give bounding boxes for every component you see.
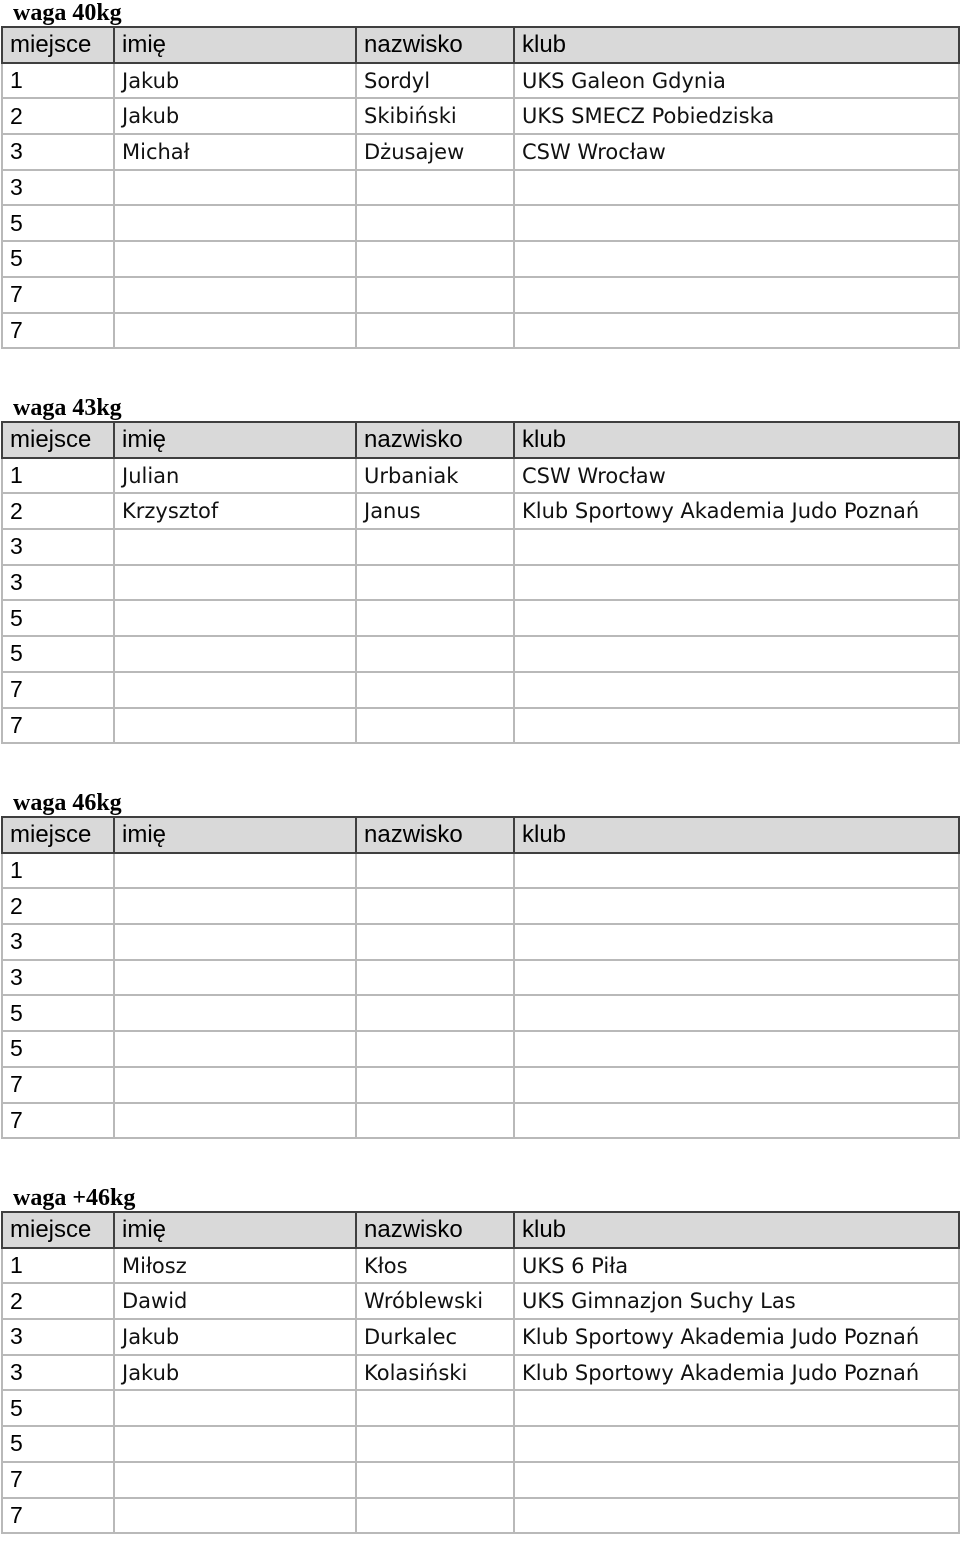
header-last-name: nazwisko (356, 27, 514, 63)
table-row (2, 1355, 959, 1391)
last-name-cell (356, 1103, 514, 1139)
club-cell (514, 1067, 959, 1103)
first-name-cell (114, 1103, 356, 1139)
table-row (2, 313, 959, 349)
club-cell (514, 170, 959, 206)
last-name-cell (356, 277, 514, 313)
place-cell: 1 (2, 1248, 114, 1284)
last-name-cell (356, 241, 514, 277)
results-table (1, 816, 960, 1139)
first-name-cell (114, 205, 356, 241)
club-cell: CSW Wrocław (514, 134, 959, 170)
last-name-cell (356, 600, 514, 636)
table-row (2, 241, 959, 277)
last-name-cell (356, 1426, 514, 1462)
last-name-cell (356, 960, 514, 996)
first-name-cell (114, 960, 356, 996)
first-name-cell (114, 529, 356, 565)
last-name-cell (356, 1498, 514, 1534)
first-name-cell (114, 672, 356, 708)
table-row (2, 1103, 959, 1139)
club-cell (514, 1426, 959, 1462)
header-first-name: imię (114, 1212, 356, 1248)
club-cell: UKS SMECZ Pobiedziska (514, 98, 959, 134)
place-cell: 3 (2, 1319, 114, 1355)
place-cell: 3 (2, 529, 114, 565)
last-name-cell: Durkalec (356, 1319, 514, 1355)
table-row (2, 1426, 959, 1462)
category-section-plus-46kg (0, 1185, 960, 1534)
first-name-cell (114, 1498, 356, 1534)
header-first-name: imię (114, 422, 356, 458)
place-cell: 5 (2, 1031, 114, 1067)
place-cell: 3 (2, 924, 114, 960)
last-name-cell (356, 170, 514, 206)
first-name-cell (114, 600, 356, 636)
header-row (2, 422, 959, 458)
first-name-cell (114, 1462, 356, 1498)
first-name-cell (114, 924, 356, 960)
last-name-cell (356, 1462, 514, 1498)
last-name-cell (356, 853, 514, 889)
place-cell: 5 (2, 241, 114, 277)
table-row (2, 636, 959, 672)
last-name-cell: Kolasiński (356, 1355, 514, 1391)
place-cell: 7 (2, 1067, 114, 1103)
table-row (2, 170, 959, 206)
club-cell (514, 924, 959, 960)
table-row (2, 995, 959, 1031)
club-cell (514, 205, 959, 241)
table-row (2, 1283, 959, 1319)
place-cell: 5 (2, 1426, 114, 1462)
first-name-cell (114, 853, 356, 889)
club-cell (514, 565, 959, 601)
last-name-cell (356, 205, 514, 241)
place-cell: 7 (2, 313, 114, 349)
header-place: miejsce (2, 817, 114, 853)
last-name-cell (356, 672, 514, 708)
header-place: miejsce (2, 27, 114, 63)
table-row (2, 1319, 959, 1355)
place-cell: 5 (2, 995, 114, 1031)
club-cell: UKS Gimnazjon Suchy Las (514, 1283, 959, 1319)
club-cell: Klub Sportowy Akademia Judo Poznań (514, 1355, 959, 1391)
last-name-cell (356, 529, 514, 565)
last-name-cell: Skibiński (356, 98, 514, 134)
place-cell: 1 (2, 853, 114, 889)
place-cell: 7 (2, 708, 114, 744)
club-cell: CSW Wrocław (514, 458, 959, 494)
header-last-name: nazwisko (356, 1212, 514, 1248)
first-name-cell: Jakub (114, 1355, 356, 1391)
last-name-cell: Urbaniak (356, 458, 514, 494)
club-cell (514, 600, 959, 636)
place-cell: 5 (2, 636, 114, 672)
last-name-cell: Janus (356, 493, 514, 529)
table-row (2, 1390, 959, 1426)
club-cell (514, 708, 959, 744)
table-row (2, 888, 959, 924)
club-cell (514, 1103, 959, 1139)
header-row (2, 1212, 959, 1248)
first-name-cell (114, 277, 356, 313)
header-place: miejsce (2, 422, 114, 458)
table-row (2, 98, 959, 134)
first-name-cell (114, 1031, 356, 1067)
table-row (2, 1248, 959, 1284)
first-name-cell: Michał (114, 134, 356, 170)
table-row (2, 1067, 959, 1103)
first-name-cell (114, 888, 356, 924)
table-row (2, 672, 959, 708)
first-name-cell: Krzysztof (114, 493, 356, 529)
header-club: klub (514, 27, 959, 63)
last-name-cell (356, 924, 514, 960)
table-row (2, 134, 959, 170)
first-name-cell (114, 565, 356, 601)
club-cell: UKS Galeon Gdynia (514, 63, 959, 99)
place-cell: 3 (2, 565, 114, 601)
category-title: waga +46kg (13, 1185, 136, 1211)
category-title: waga 40kg (13, 0, 122, 26)
club-cell (514, 853, 959, 889)
place-cell: 2 (2, 1283, 114, 1319)
last-name-cell (356, 888, 514, 924)
last-name-cell (356, 708, 514, 744)
table-row (2, 529, 959, 565)
table-row (2, 1498, 959, 1534)
place-cell: 7 (2, 1462, 114, 1498)
table-row (2, 1462, 959, 1498)
header-club: klub (514, 817, 959, 853)
last-name-cell (356, 636, 514, 672)
club-cell: Klub Sportowy Akademia Judo Poznań (514, 1319, 959, 1355)
place-cell: 3 (2, 134, 114, 170)
first-name-cell (114, 170, 356, 206)
header-row (2, 817, 959, 853)
results-table (1, 421, 960, 744)
club-cell (514, 313, 959, 349)
place-cell: 7 (2, 1103, 114, 1139)
table-row (2, 600, 959, 636)
table-row (2, 853, 959, 889)
last-name-cell (356, 565, 514, 601)
first-name-cell: Dawid (114, 1283, 356, 1319)
header-first-name: imię (114, 817, 356, 853)
table-row (2, 924, 959, 960)
first-name-cell (114, 241, 356, 277)
club-cell (514, 960, 959, 996)
first-name-cell: Jakub (114, 63, 356, 99)
header-first-name: imię (114, 27, 356, 63)
results-table (1, 1211, 960, 1534)
table-row (2, 205, 959, 241)
club-cell (514, 1462, 959, 1498)
first-name-cell (114, 313, 356, 349)
club-cell (514, 277, 959, 313)
place-cell: 5 (2, 600, 114, 636)
category-section-46kg (0, 790, 960, 1139)
first-name-cell (114, 708, 356, 744)
club-cell: Klub Sportowy Akademia Judo Poznań (514, 493, 959, 529)
club-cell (514, 1498, 959, 1534)
header-row (2, 27, 959, 63)
header-last-name: nazwisko (356, 817, 514, 853)
category-title: waga 43kg (13, 395, 122, 421)
place-cell: 7 (2, 1498, 114, 1534)
last-name-cell: Dżusajew (356, 134, 514, 170)
table-row (2, 960, 959, 996)
place-cell: 2 (2, 493, 114, 529)
club-cell (514, 672, 959, 708)
place-cell: 3 (2, 960, 114, 996)
category-title: waga 46kg (13, 790, 122, 816)
first-name-cell (114, 1426, 356, 1462)
first-name-cell: Miłosz (114, 1248, 356, 1284)
first-name-cell (114, 995, 356, 1031)
place-cell: 5 (2, 1390, 114, 1426)
last-name-cell: Wróblewski (356, 1283, 514, 1319)
header-club: klub (514, 422, 959, 458)
place-cell: 7 (2, 672, 114, 708)
place-cell: 3 (2, 170, 114, 206)
place-cell: 3 (2, 1355, 114, 1391)
header-place: miejsce (2, 1212, 114, 1248)
club-cell: UKS 6 Piła (514, 1248, 959, 1284)
club-cell (514, 529, 959, 565)
table-row (2, 277, 959, 313)
club-cell (514, 636, 959, 672)
table-row (2, 63, 959, 99)
first-name-cell (114, 636, 356, 672)
club-cell (514, 1390, 959, 1426)
table-row (2, 493, 959, 529)
header-club: klub (514, 1212, 959, 1248)
table-row (2, 565, 959, 601)
header-last-name: nazwisko (356, 422, 514, 458)
first-name-cell (114, 1067, 356, 1103)
club-cell (514, 888, 959, 924)
place-cell: 2 (2, 98, 114, 134)
table-row (2, 1031, 959, 1067)
last-name-cell (356, 313, 514, 349)
last-name-cell (356, 1390, 514, 1426)
club-cell (514, 1031, 959, 1067)
last-name-cell (356, 995, 514, 1031)
club-cell (514, 995, 959, 1031)
last-name-cell: Sordyl (356, 63, 514, 99)
last-name-cell (356, 1067, 514, 1103)
first-name-cell: Jakub (114, 1319, 356, 1355)
place-cell: 7 (2, 277, 114, 313)
results-table (1, 26, 960, 349)
place-cell: 1 (2, 458, 114, 494)
category-section-40kg (0, 0, 960, 349)
place-cell: 1 (2, 63, 114, 99)
first-name-cell (114, 1390, 356, 1426)
last-name-cell: Kłos (356, 1248, 514, 1284)
place-cell: 5 (2, 205, 114, 241)
last-name-cell (356, 1031, 514, 1067)
first-name-cell: Julian (114, 458, 356, 494)
table-row (2, 708, 959, 744)
table-row (2, 458, 959, 494)
first-name-cell: Jakub (114, 98, 356, 134)
category-section-43kg (0, 395, 960, 744)
place-cell: 2 (2, 888, 114, 924)
club-cell (514, 241, 959, 277)
